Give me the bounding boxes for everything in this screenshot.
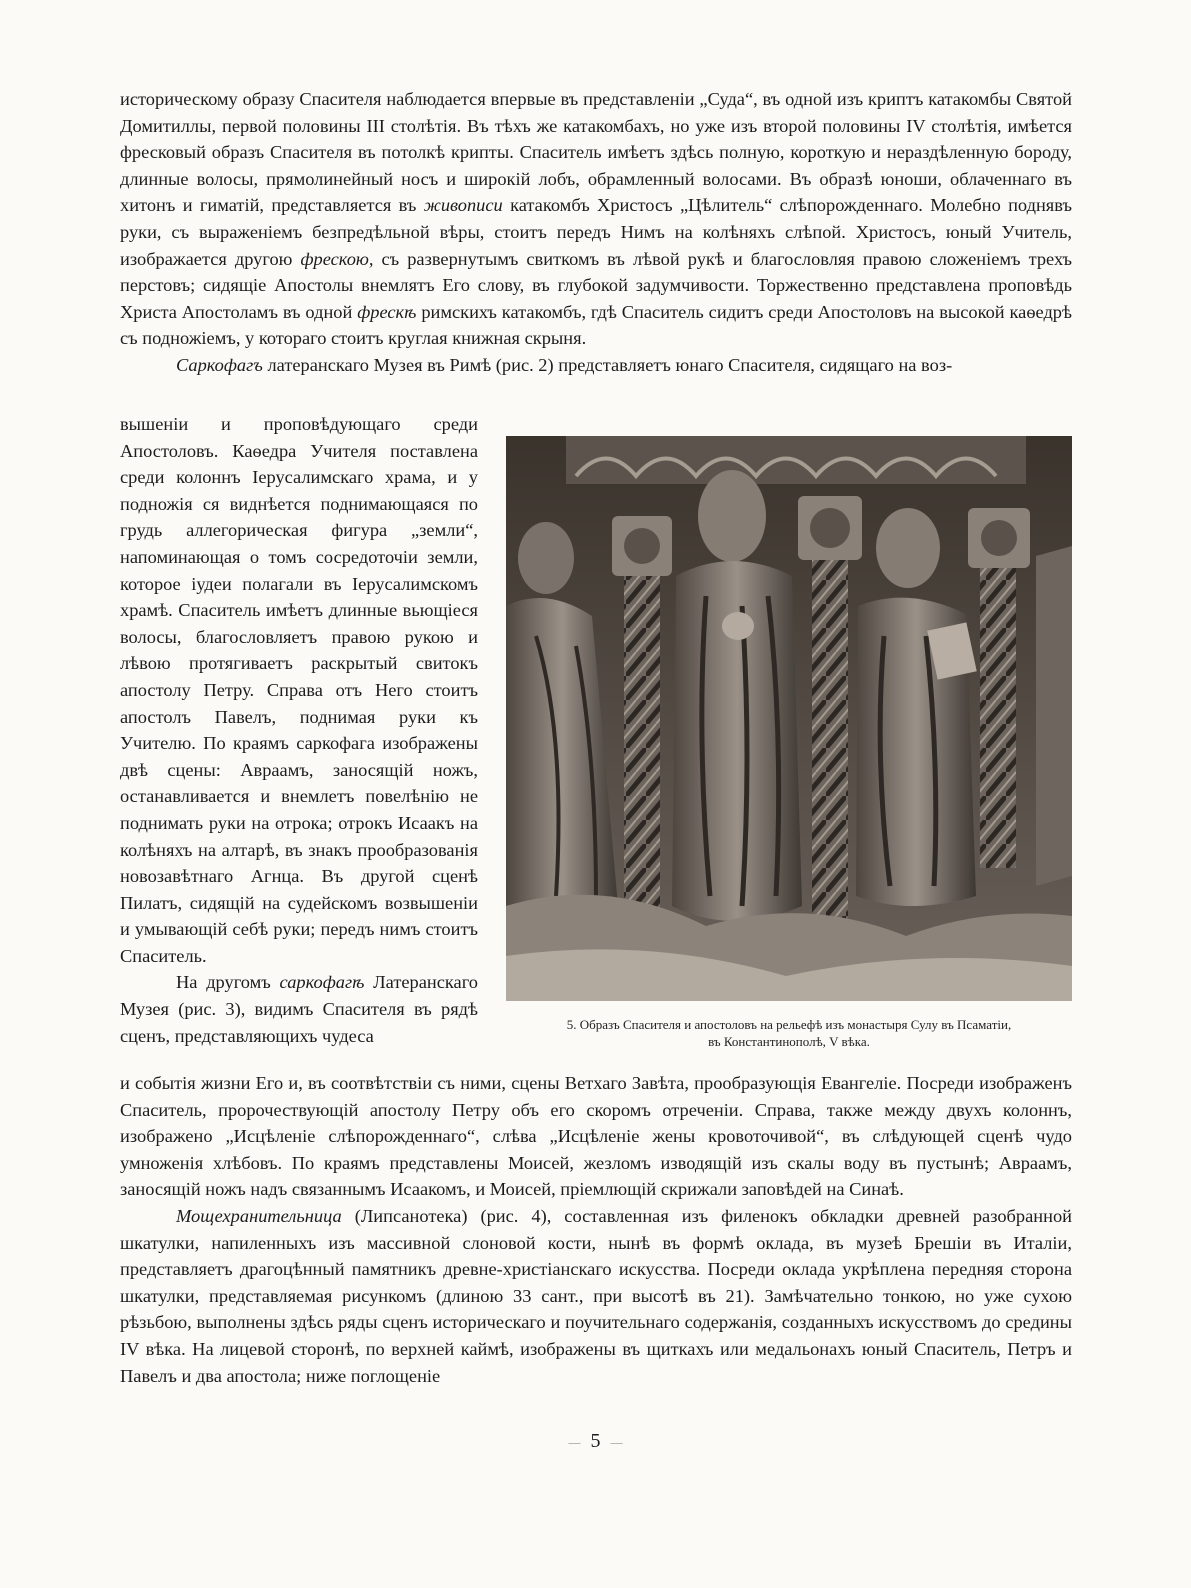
page-number-dash-right: — <box>610 1434 623 1449</box>
page-number-dash-left: — <box>568 1434 581 1449</box>
second-sarcophagus-paragraph: На другомъ саркофагѣ Латеранскаго Музея (рис. 3), видимъ Спасителя въ рядѣ сценъ, представляющихъ чудеса <box>120 972 478 1046</box>
page-number <box>0 1430 1191 1453</box>
figure-caption <box>506 1016 1072 1050</box>
page-number-value: 5 <box>590 1430 601 1452</box>
caption-line-2: въ Константинополѣ, V вѣка. <box>708 1034 870 1049</box>
second-sarcophagus-paragraph-cont: и событія жизни Его и, въ соотвѣтствіи съ ними, сцены Ветхаго Завѣта, прообразующія Евангеліе. Посреди изображенъ Спаситель, пророчествующій апостолу Петру объ его скоромъ отреченіи. Справа, также между двухъ колоннъ, изображено „Исцѣленіе слѣпорожденнаго“, слѣва „Исцѣленіе жены кровоточивой“, въ слѣдующей сценѣ чудо умноженія хлѣбовъ. По краямъ представлены Моисей, жезломъ изводящій изъ скалы воду въ пустынѣ; Авраамъ, заносящій ножъ надъ связаннымъ Исаакомъ, и Моисей, пріемлющій скрижали заповѣдей на Синаѣ. <box>120 1073 1072 1200</box>
reliquary-paragraph: Мощехранительница (Липсанотека) (рис. 4), составленная изъ филенокъ обкладки древней разобранной шкатулки, напиленныхъ изъ массивной слоновой кости, нынѣ въ формѣ оклада, въ музеѣ Брешіи въ Италіи, представляетъ драгоцѣнный памятникъ древне-христіанскаго искусства. Посреди оклада укрѣплена передняя сторона шкатулки, представляемая рисункомъ (длиною 33 сант., при высотѣ въ 21). Замѣчательно тонкою, но уже сухою рѣзьбою, выполнены здѣсь ряды сценъ историческаго и поучительнаго содержанія, созданныхъ искусствомъ до средины IV вѣка. На лицевой сторонѣ, по верхней каймѣ, изображены въ щиткахъ или медальонахъ юный Спаситель, Петръ и Павелъ и два апостола; ниже поглощеніе <box>120 1205 1072 1386</box>
relief-photograph <box>506 436 1072 1001</box>
relief-image <box>506 436 1072 1001</box>
top-text-block <box>120 86 1072 379</box>
bottom-text-block <box>120 1070 1072 1389</box>
caption-line-1: 5. Образъ Спасителя и апостоловъ на рельефѣ изъ монастыря Сулу въ Псаматіи, <box>566 1017 1012 1032</box>
sarcophagus-paragraph-start: Саркофагъ латеранскаго Музея въ Римѣ (рис. 2) представляетъ юнаго Спасителя, сидящаго на воз- <box>176 354 953 375</box>
intro-paragraph: историческому образу Спасителя наблюдается впервые въ представленіи „Суда“, въ одной изъ криптъ катакомбы Святой Домитиллы, первой половины III столѣтія. Въ тѣхъ же катакомбахъ, но уже изъ второй половины IV столѣтія, имѣется фресковый образъ Спасителя въ потолкѣ крипты. Спаситель имѣетъ здѣсь полную, короткую и нераздѣленную бороду, длинные волосы, прямолинейный носъ и широкій лобъ, обрамленный волосами. Въ образѣ юноши, облаченнаго въ хитонъ и гиматій, представляется въ живописи катакомбъ Христосъ „Цѣлитель“ слѣпорожденнаго. Молебно поднявъ руки, съ выраженіемъ безпредѣльной вѣры, стоитъ передъ Нимъ на колѣняхъ слѣпой. Христосъ, юный Учитель, изображается другою фрескою, съ развернутымъ свиткомъ въ лѣвой рукѣ и благословляя правою сложеніемъ трехъ перстовъ; сидящіе Апостолы внемлятъ Его слову, въ глубокой задумчивости. Торжественно представлена проповѣдь Христа Апостоламъ въ одной фрескѣ римскихъ катакомбъ, гдѣ Спаситель сидитъ среди Апостоловъ на высокой каѳедрѣ съ подножіемъ, у котораго стоитъ круглая книжная скрыня. <box>120 89 1072 349</box>
sarcophagus-paragraph-cont: вышеніи и проповѣдующаго среди Апостоловъ. Каѳедра Учителя поставлена среди колоннъ Іерусалимскаго храма, и у подножія ся виднѣется поднимающаяся по грудь аллегорическая фигура „земли“, напоминающая о томъ сосредоточіи земли, которое іудеи полагали въ Іерусалимскомъ храмѣ. Спаситель имѣетъ длинные вьющіеся волосы, благословляетъ правою рукою и лѣвою протягиваетъ раскрытый свитокъ апостолу Петру. Справа отъ Него стоитъ апостолъ Павелъ, поднимая руки къ Учителю. По краямъ саркофага изображены двѣ сцены: Авраамъ, заносящій ножъ, останавливается и внемлетъ повелѣнію не поднимать руки на отрока; отрокъ Исаакъ на колѣняхъ на алтарѣ, въ знакъ прообразованія новозавѣтнаго Агнца. Въ другой сценѣ Пилатъ, сидящій на судейскомъ возвышеніи и умывающій себѣ руки; передъ нимъ стоитъ Спаситель. <box>120 414 478 966</box>
left-column-text <box>120 411 478 1049</box>
